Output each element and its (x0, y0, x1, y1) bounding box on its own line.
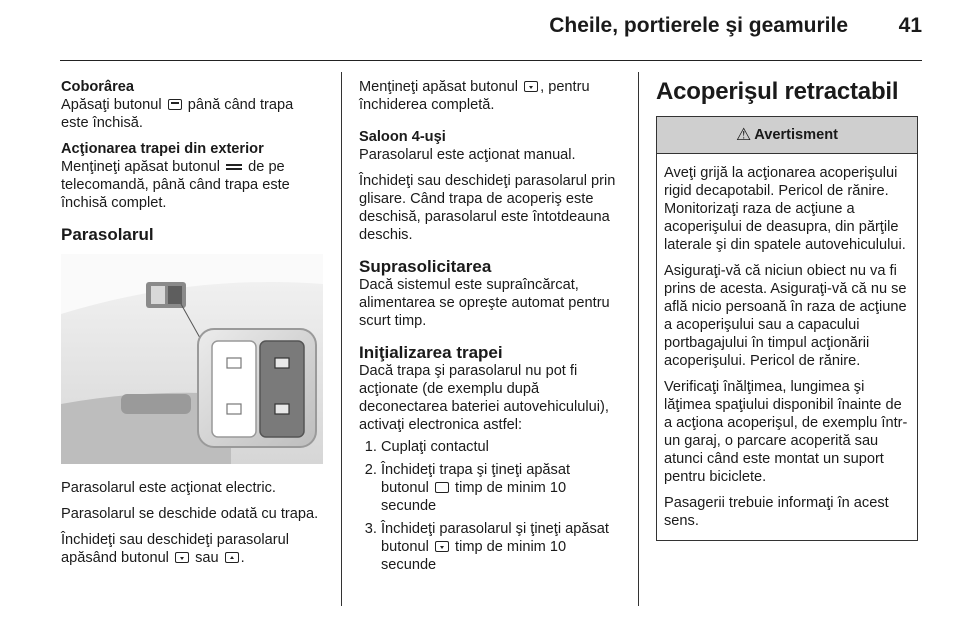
warning-header (657, 117, 917, 154)
header-rule (60, 60, 922, 61)
page-number: 41 (898, 14, 922, 37)
sunshade-close-icon (175, 552, 189, 563)
heading-coborarea: Coborârea (61, 79, 134, 95)
warning-paragraph: Asiguraţi-vă că niciun obiect nu va fi prins de acesta. Asiguraţi-vă că nu se află nicio persoană în raza de acţiune a acoperişului sau a capacului portbagajului în timpul acţionării acoperişului. Pericol de rănire. (664, 263, 907, 369)
list-item: 1. Cuplaţi contactul (381, 438, 621, 456)
heading-saloon: Saloon 4-uşi (359, 129, 446, 145)
paragraph-saloon: Saloon 4-uşi Parasolarul este acţionat manual. (359, 129, 576, 163)
close-button-icon (168, 99, 182, 110)
sunshade-switch-illustration (61, 254, 323, 464)
heading-parasolarul: Parasolarul (61, 225, 154, 244)
paragraph-hold-button: Menţineţi apăsat butonul , pentru închiderea completă. (359, 79, 590, 113)
warning-triangle-icon: ⚠ (735, 125, 752, 144)
paragraph-saloon-slide: Închideţi sau deschideţi parasolarul prin glisare. Când trapa de acoperiş este deschisă, parasolarul este întotdeauna deschis. (359, 173, 616, 243)
column-2 (359, 78, 621, 579)
header-title: Cheile, portierele şi geamurile (549, 14, 848, 37)
sunshade-open-icon (225, 552, 239, 563)
warning-box (656, 116, 918, 541)
paragraph-initialization: Dacă trapa şi parasolarul nu pot fi acţionate (de exemplu după deconectarea bateriei autovehiculului), activaţi electronica astfel: (359, 363, 609, 433)
heading-initializarea: Iniţializarea trapei (359, 343, 503, 362)
column-divider-1 (341, 72, 342, 606)
column-1 (61, 78, 323, 575)
paragraph-coborarea: Coborârea Apăsaţi butonul până când trapa este închisă. (61, 79, 294, 131)
paragraph-overload: Dacă sistemul este supraîncărcat, alimentarea se opreşte automat pentru scurt timp. (359, 277, 610, 329)
initialization-steps (359, 438, 621, 574)
list-item: 2. Închideţi trapa şi ţineţi apăsat butonul timp de minim 10 secunde (381, 461, 621, 515)
paragraph-electric: Parasolarul este acţionat electric. (61, 480, 276, 496)
paragraph-exterior: Acţionarea trapei din exterior Menţineţi apăsat butonul de pe telecomandă, până când trapa este închisă complet. (61, 141, 290, 211)
paragraph-opens-with-roof: Parasolarul se deschide odată cu trapa. (61, 506, 319, 522)
column-3 (656, 78, 918, 541)
warning-paragraph: Aveţi grijă la acţionarea acoperişului rigid decapotabil. Pericol de rănire. Monitorizaţi raza de acţiune a acoperişului de deasupra, din părţile laterale şi din spatele autovehiculului. (664, 165, 906, 253)
roof-close-icon (435, 482, 449, 493)
sunshade-close-icon (524, 81, 538, 92)
warning-paragraph: Pasagerii trebuie informaţi în acest sens. (664, 495, 889, 529)
remote-lock-icon (226, 162, 242, 172)
column-divider-2 (638, 72, 639, 606)
list-item: 3. Închideţi parasolarul şi ţineţi apăsat butonul timp de minim 10 secunde (381, 520, 621, 574)
warning-body (657, 154, 917, 540)
sunshade-close-icon (435, 541, 449, 552)
heading-suprasolicitarea: Suprasolicitarea (359, 257, 492, 276)
heading-exterior: Acţionarea trapei din exterior (61, 141, 264, 157)
heading-acoperisul-retractabil: Acoperişul retractabil (656, 78, 899, 105)
paragraph-open-close: Închideţi sau deschideţi parasolarul apăsând butonul sau . (61, 532, 289, 566)
warning-title: Avertisment (754, 127, 839, 143)
warning-paragraph: Verificaţi înălţimea, lungimea şi lăţimea spaţiului disponibil înainte de a acţiona acoperişul, de exemplu într-un garaj, o parcare acoperită sau atunci când este montat un suport pentru biciclete. (664, 379, 908, 485)
